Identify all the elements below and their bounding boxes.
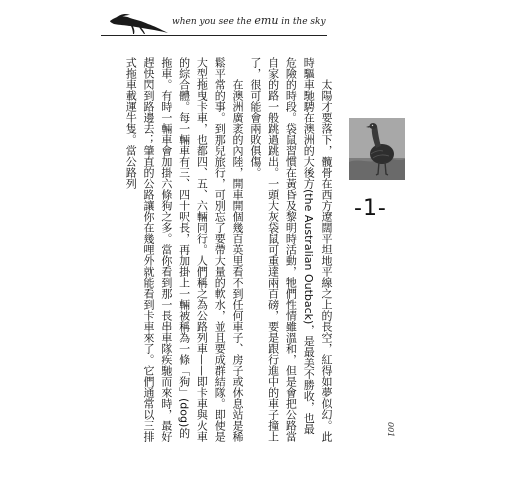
header-title-suffix: in the sky — [278, 17, 326, 27]
emu-logo-icon — [108, 12, 170, 36]
body-paragraph: 太陽才要落下，髖骨在西方遼闊平坦地平線之上的長空，紅得如夢似幻。此時驅車馳騁在澳洲的大後方(the Australian Outback)，是最美不勝收，也最危險的時段。袋鼠習慣在黃昏及黎明時活動，牠們性情雖溫和，但是會把公路當自家的路一般跳過跳出。一頭大灰袋鼠可重達兩百磅，要是跟行進中的車子撞上了，很可能會兩敗俱傷。 — [248, 57, 333, 442]
header-title-prefix: when you see the — [172, 17, 255, 27]
body-text — [124, 57, 335, 442]
running-header — [172, 14, 326, 27]
body-paragraph: 在澳洲廣袤的內陸，開車開個幾百英里看不到任何車子、房子或休息站是稀鬆平常的事。到那兒旅行，可別忘了要帶大量的軟水，並且要成群結隊。即使是大型拖曳卡車，也都四、五、六輛同行。人們稱之為公路列車——即卡車與火車的綜合體。每一輛車有三、四十呎長，再加掛上一輛被稱為一條「狗」(dog)的拖車。有時一輛車會加掛六條狗之多。當你看到那一長串車隊疾馳而來時，最好趕快閃到路邊去；肇直的公路讓你在幾哩外就能看到卡車來了。它們通常以三排式拖車載運牛隻。當公路列 — [124, 57, 245, 442]
emu-photo — [349, 118, 405, 180]
emu-photo-image — [349, 118, 405, 180]
chapter-number: -1- — [354, 196, 387, 221]
header-title-emphasis: emu — [254, 14, 279, 27]
page-number: 001 — [386, 422, 395, 438]
header-rule — [101, 35, 327, 36]
